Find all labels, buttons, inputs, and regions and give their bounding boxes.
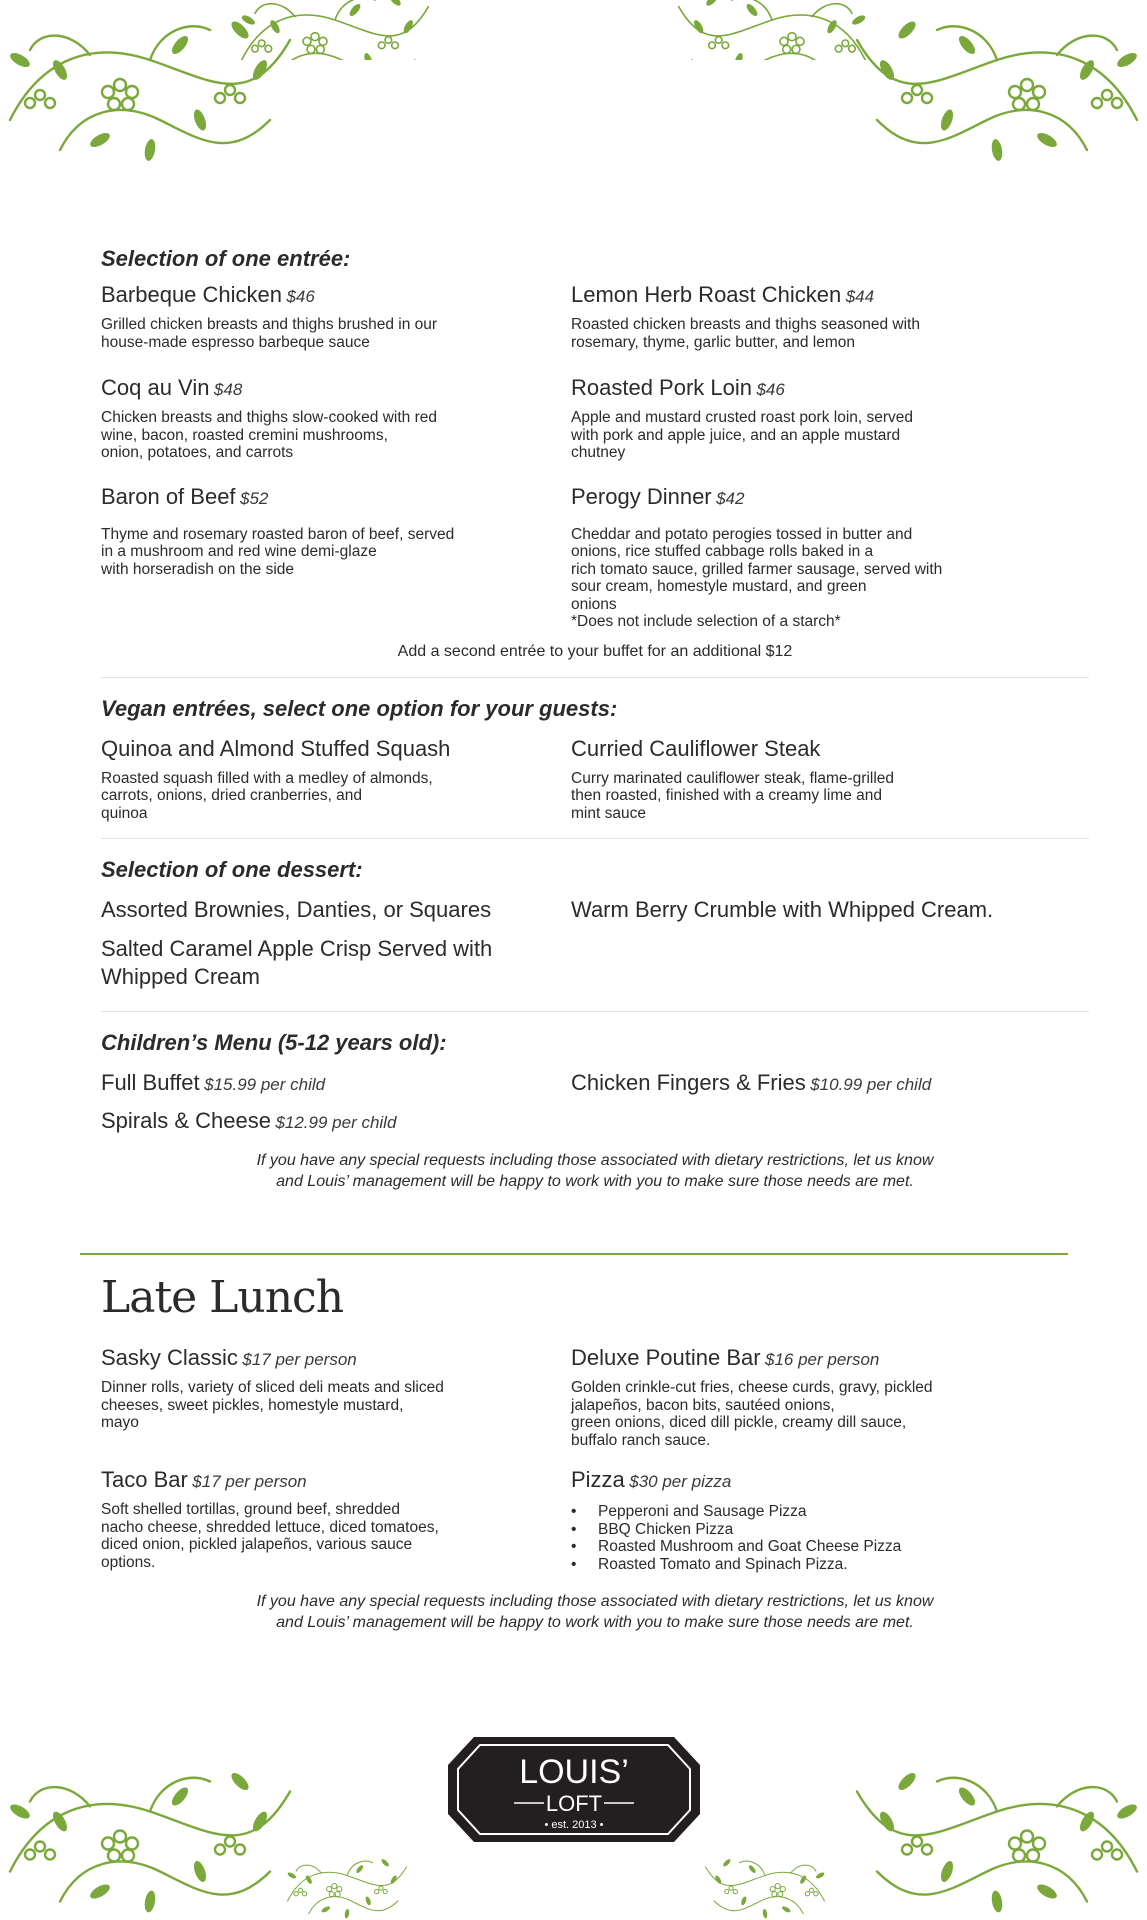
- menu-item: [571, 897, 1041, 991]
- menu-item: [571, 1345, 1041, 1449]
- item-name: Assorted Brownies, Danties, or Squares: [101, 897, 492, 922]
- section-heading-children: Children’s Menu (5-12 years old):: [101, 1030, 447, 1055]
- section-heading-vegan: Vegan entrées, select one option for your guests:: [101, 695, 618, 721]
- divider: [101, 838, 1089, 839]
- item-price: $46: [286, 287, 315, 306]
- menu-item: [101, 1070, 571, 1134]
- menu-item: [101, 484, 571, 631]
- logo-name-line1: LOUIS’: [519, 1753, 629, 1791]
- divider: [101, 1011, 1089, 1012]
- item-name: Sasky Classic: [101, 1345, 238, 1370]
- item-name: Coq au Vin: [101, 375, 210, 400]
- item-price: $44: [845, 287, 875, 306]
- item-description: Chicken breasts and thighs slow-cooked with red wine, bacon, roasted cremini mushrooms, onion, potatoes, and carrots: [101, 409, 438, 461]
- special-requests-note: [101, 1591, 1089, 1633]
- floral-vine-icon: [272, 1850, 422, 1920]
- list-item: • Pepperoni and Sausage Pizza: [571, 1503, 1041, 1521]
- floral-vine-icon: [847, 0, 1147, 165]
- note-line: and Louis’ management will be happy to work with you to make sure those needs are met.: [276, 1614, 914, 1631]
- item-description: Apple and mustard crusted roast pork loin, served with pork and apple juice, and an apple mustard chutney: [571, 409, 914, 461]
- menu-item: [571, 282, 1041, 351]
- menu-item: [101, 736, 571, 823]
- item-name: Lemon Herb Roast Chicken: [571, 282, 842, 307]
- item-description: Roasted chicken breasts and thighs seasoned with rosemary, thyme, garlic butter, and lemon: [571, 316, 920, 351]
- late-lunch-title: Late Lunch: [101, 1272, 344, 1323]
- menu-item: [571, 1467, 1041, 1573]
- menu-item: [101, 1345, 571, 1449]
- item-name: Full Buffet: [101, 1070, 200, 1095]
- note-line: and Louis’ management will be happy to work with you to make sure those needs are met.: [276, 1173, 914, 1190]
- menu-item: [571, 736, 1041, 823]
- item-name: Chicken Fingers & Fries: [571, 1070, 806, 1095]
- second-entree-note: Add a second entrée to your buffet for an additional $12: [397, 642, 793, 660]
- item-description: Thyme and rosemary roasted baron of beef, served in a mushroom and red wine demi-glaze with horseradish on the side: [101, 525, 455, 578]
- list-item: • Roasted Mushroom and Goat Cheese Pizza: [571, 1538, 1041, 1556]
- item-price: $30 per pizza: [629, 1472, 732, 1491]
- floral-vine-icon: [847, 1748, 1147, 1920]
- logo-established: • est. 2013 •: [544, 1819, 604, 1831]
- section-heading-dessert: Selection of one dessert:: [101, 857, 363, 882]
- floral-vine-icon: [690, 1850, 840, 1920]
- item-price: $12.99 per child: [275, 1113, 397, 1132]
- item-description: Dinner rolls, variety of sliced deli meats and sliced cheeses, sweet pickles, homestyle mustard, mayo: [101, 1379, 444, 1431]
- item-price: $17 per person: [242, 1350, 357, 1369]
- item-name: Warm Berry Crumble with Whipped Cream.: [571, 897, 994, 922]
- item-name: Baron of Beef: [101, 483, 236, 509]
- special-requests-note: [101, 1150, 1089, 1192]
- louis-loft-logo: [444, 1731, 704, 1848]
- menu-item: [571, 484, 1041, 631]
- item-name: Salted Caramel Apple Crisp Served with Whipped Cream: [101, 936, 493, 989]
- late-lunch-content: [101, 1345, 1089, 1633]
- section-divider: [80, 1253, 1068, 1255]
- item-description: Golden crinkle-cut fries, cheese curds, gravy, pickled jalapeños, bacon bits, sautéed onions, green onions, diced dill pickle, creamy dill sauce, buffalo ranch sauce.: [571, 1379, 933, 1449]
- menu-item: [101, 1467, 571, 1573]
- note-line: If you have any special requests including those associated with dietary restrictions, let us know: [256, 1593, 934, 1610]
- item-price: $42: [716, 488, 745, 508]
- item-description: Grilled chicken breasts and thighs brushed in our house-made espresso barbeque sauce: [101, 316, 438, 351]
- menu-item: [101, 897, 571, 991]
- item-name: Deluxe Poutine Bar: [571, 1345, 761, 1370]
- list-item: • BBQ Chicken Pizza: [571, 1521, 1041, 1539]
- divider: [101, 677, 1089, 678]
- item-price: $15.99 per child: [204, 1075, 326, 1094]
- item-price: $10.99 per child: [810, 1075, 932, 1094]
- item-name: Perogy Dinner: [571, 483, 712, 509]
- menu-item: [571, 1070, 1041, 1134]
- item-description: Cheddar and potato perogies tossed in butter and onions, rice stuffed cabbage rolls baked in a rich tomato sauce, grilled farmer sausage, served with sour cream, homestyle mustard, and green onions *Does not include selection of a starch*: [571, 525, 943, 630]
- menu-item: [101, 375, 571, 462]
- item-price: $46: [756, 380, 785, 399]
- item-name: Curried Cauliflower Steak: [571, 735, 821, 761]
- item-price: $17 per person: [192, 1472, 307, 1491]
- item-price: $48: [213, 380, 243, 399]
- item-name: Barbeque Chicken: [101, 282, 283, 307]
- item-name: Taco Bar: [101, 1467, 188, 1492]
- item-name: Spirals & Cheese: [101, 1108, 271, 1133]
- item-name: Quinoa and Almond Stuffed Squash: [101, 735, 451, 761]
- section-heading-entrees: Selection of one entrée:: [101, 246, 351, 271]
- list-item: • Roasted Tomato and Spinach Pizza.: [571, 1556, 1041, 1574]
- menu-item: [101, 282, 571, 351]
- floral-vine-icon: [672, 0, 872, 60]
- item-price: $16 per person: [765, 1350, 880, 1369]
- item-name: Pizza: [571, 1467, 625, 1492]
- floral-vine-icon: [235, 0, 435, 60]
- item-description: Soft shelled tortillas, ground beef, shredded nacho cheese, shredded lettuce, diced tomatoes, diced onion, pickled jalapeños, various sauce options.: [101, 1501, 439, 1571]
- floral-vine-icon: [0, 1748, 300, 1920]
- pizza-options: [571, 1503, 1041, 1573]
- logo-name-line2: LOFT: [545, 1791, 603, 1816]
- note-line: If you have any special requests including those associated with dietary restrictions, let us know: [256, 1152, 934, 1169]
- item-description: Curry marinated cauliflower steak, flame-grilled then roasted, finished with a creamy lime and mint sauce: [571, 769, 895, 822]
- item-description: Roasted squash filled with a medley of almonds, carrots, onions, dried cranberries, and quinoa: [101, 769, 433, 822]
- menu-item: [571, 375, 1041, 462]
- item-name: Roasted Pork Loin: [571, 375, 752, 400]
- menu-content: [101, 246, 1089, 1192]
- item-price: $52: [240, 488, 269, 508]
